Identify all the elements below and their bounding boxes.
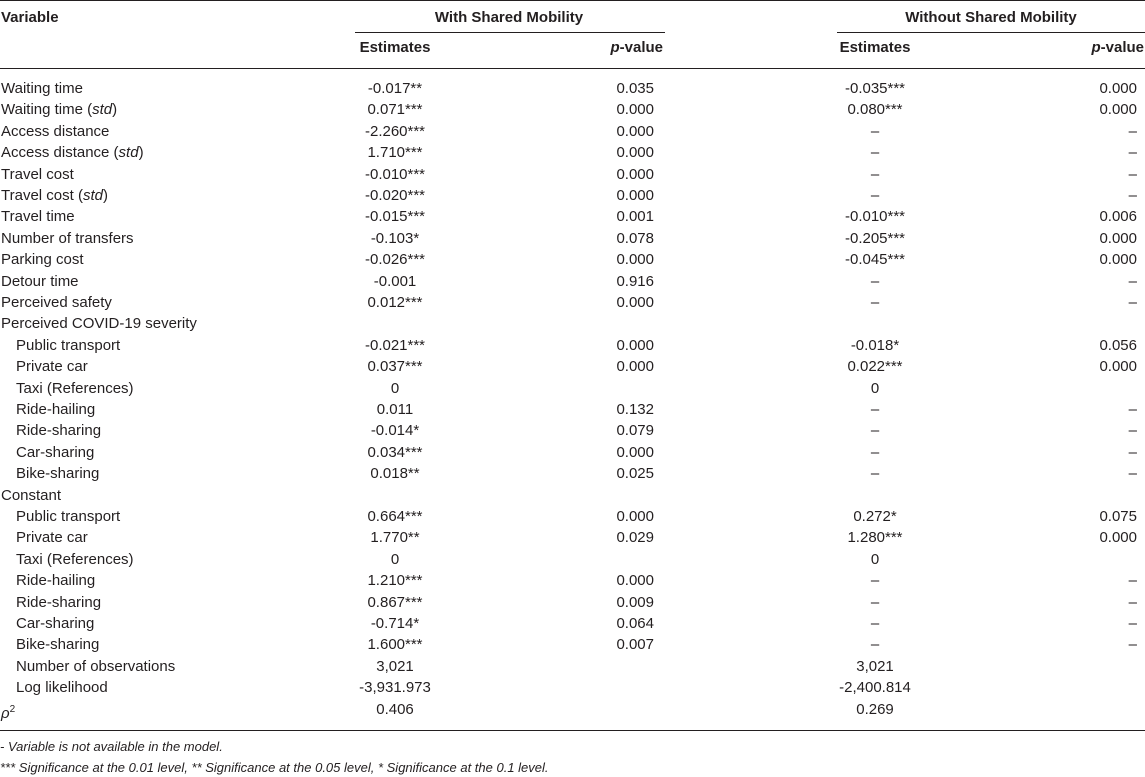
row-label: Travel time <box>1 208 75 226</box>
estimate-without-cell: -0.205*** <box>844 229 906 247</box>
row-label: Waiting time <box>1 80 83 97</box>
pvalue-with-cell: 0.000 <box>616 443 654 461</box>
estimate-with-cell: 0.664*** <box>367 508 423 525</box>
table-row <box>0 442 1145 463</box>
pvalue-with-cell: 0.001 <box>616 208 654 226</box>
table-row <box>0 271 1145 292</box>
header-with-shared-mobility: With Shared Mobility <box>434 9 584 26</box>
estimate-with-cell: 0 <box>390 550 400 568</box>
row-label: Travel cost (std) <box>1 187 108 204</box>
row-label: Access distance <box>1 122 110 140</box>
top-rule <box>0 0 1145 1</box>
pvalue-without-cell: 0.000 <box>1099 358 1137 376</box>
table-row <box>0 570 1145 591</box>
row-label: Waiting time (std) <box>1 101 118 119</box>
estimate-with-cell: 1.770** <box>370 529 420 547</box>
estimate-with-cell: 1.210*** <box>367 572 423 590</box>
pvalue-without-cell: 0.056 <box>1099 336 1137 354</box>
bottom-rule <box>0 730 1145 731</box>
estimate-with-cell: -0.020*** <box>364 187 426 204</box>
header-estimates-1: Estimates <box>359 39 431 56</box>
table-row <box>0 185 1145 206</box>
pvalue-without-cell: – <box>1128 572 1137 590</box>
row-label: Ride-hailing <box>16 401 96 418</box>
pvalue-without-cell: – <box>1128 443 1137 461</box>
table-row <box>0 313 1145 334</box>
row-label: Number of transfers <box>1 229 134 247</box>
pvalue-without-cell: 0.075 <box>1099 508 1137 525</box>
estimate-without-cell: – <box>870 165 880 183</box>
row-label: Log likelihood <box>16 679 108 697</box>
row-label: Bike-sharing <box>16 636 100 654</box>
estimate-with-cell: 0.037*** <box>367 358 423 376</box>
estimate-with-cell: -0.017** <box>367 80 423 97</box>
row-label: Access distance (std) <box>1 144 144 162</box>
table-row <box>0 378 1145 399</box>
estimate-with-cell: 1.600*** <box>367 636 423 654</box>
estimate-without-cell: 0.269 <box>856 700 894 718</box>
table-row <box>0 356 1145 377</box>
row-label: Taxi (References) <box>16 550 134 568</box>
header-pvalue-1: p-value <box>610 39 663 56</box>
pvalue-without-cell: 0.000 <box>1099 251 1137 269</box>
estimate-without-cell: 0 <box>870 550 880 568</box>
pvalue-without-cell: 0.000 <box>1099 229 1137 247</box>
pvalue-with-cell: 0.009 <box>616 593 654 611</box>
row-label: Car-sharing <box>16 443 95 461</box>
estimate-without-cell: -0.035*** <box>844 80 906 97</box>
pvalue-without-cell: – <box>1128 593 1137 611</box>
estimate-with-cell: -2.260*** <box>364 122 426 140</box>
estimate-without-cell: 0.080*** <box>847 101 903 119</box>
pvalue-with-cell: 0.000 <box>616 144 654 162</box>
pvalue-with-cell: 0.079 <box>616 422 654 440</box>
header-pvalue-2: p-value <box>1091 39 1144 56</box>
table-row <box>0 228 1145 249</box>
pvalue-without-cell: – <box>1128 294 1137 311</box>
table-row <box>0 634 1145 655</box>
pvalue-without-cell: 0.006 <box>1099 208 1137 226</box>
pvalue-with-cell: 0.132 <box>616 401 654 418</box>
row-label: Public transport <box>16 336 121 354</box>
pvalue-with-cell: 0.007 <box>616 636 654 654</box>
row-label: Constant <box>1 486 62 504</box>
estimate-with-cell: -0.010*** <box>364 165 426 183</box>
pvalue-with-cell: 0.064 <box>616 615 654 632</box>
estimate-without-cell: – <box>870 572 880 590</box>
estimate-with-cell: 0.406 <box>376 700 414 718</box>
estimate-without-cell: – <box>870 443 880 461</box>
estimate-without-cell: – <box>870 615 880 632</box>
row-label: Car-sharing <box>16 615 95 632</box>
estimate-with-cell: 0.012*** <box>367 294 423 311</box>
estimate-with-cell: -0.714* <box>370 615 420 632</box>
pvalue-without-cell: 0.000 <box>1099 529 1137 547</box>
table-row <box>0 99 1145 120</box>
table-row <box>0 592 1145 613</box>
estimate-without-cell: -0.018* <box>850 336 900 354</box>
estimate-with-cell: 3,021 <box>376 657 414 675</box>
pvalue-without-cell: – <box>1128 615 1137 632</box>
header-estimates-2: Estimates <box>839 39 911 56</box>
estimate-with-cell: -0.014* <box>370 422 420 440</box>
table-row <box>0 677 1145 698</box>
row-label: $\rho^2$ <box>1 703 16 722</box>
header-without-shared-mobility: Without Shared Mobility <box>905 9 1077 26</box>
pvalue-with-cell: 0.000 <box>616 358 654 376</box>
estimate-without-cell: – <box>870 122 880 140</box>
group2-rule <box>837 32 1145 33</box>
estimate-with-cell: -0.021*** <box>364 336 426 354</box>
pvalue-with-cell: 0.000 <box>616 101 654 119</box>
table-row <box>0 399 1145 420</box>
estimate-without-cell: – <box>870 465 880 483</box>
estimate-without-cell: – <box>870 187 880 204</box>
estimate-with-cell: -0.026*** <box>364 251 426 269</box>
estimate-with-cell: 0.034*** <box>367 443 423 461</box>
pvalue-without-cell: – <box>1128 144 1137 162</box>
estimate-without-cell: 3,021 <box>856 657 894 675</box>
row-label: Taxi (References) <box>16 379 134 397</box>
row-label: Bike-sharing <box>16 465 100 483</box>
pvalue-without-cell: 0.000 <box>1099 80 1137 97</box>
pvalue-with-cell: 0.916 <box>616 272 654 290</box>
table-row <box>0 142 1145 163</box>
estimate-with-cell: 0.011 <box>376 401 414 418</box>
pvalue-without-cell: – <box>1128 272 1137 290</box>
pvalue-without-cell: – <box>1128 401 1137 418</box>
estimate-with-cell: -3,931.973 <box>359 679 431 697</box>
row-label: Perceived COVID-19 severity <box>1 315 197 333</box>
pvalue-with-cell: 0.000 <box>616 508 654 525</box>
pvalue-with-cell: 0.035 <box>616 80 654 97</box>
pvalue-with-cell: 0.000 <box>616 251 654 269</box>
row-label: Private car <box>16 358 88 376</box>
estimate-without-cell: -0.010*** <box>844 208 906 226</box>
row-label: Perceived safety <box>1 294 112 311</box>
pvalue-with-cell: 0.000 <box>616 165 654 183</box>
pvalue-with-cell: 0.025 <box>616 465 654 483</box>
pvalue-with-cell: 0.000 <box>616 122 654 140</box>
estimate-without-cell: 0.022*** <box>847 358 903 376</box>
header-rule <box>0 68 1145 69</box>
estimate-without-cell: – <box>870 272 880 290</box>
estimate-without-cell: – <box>870 294 880 311</box>
row-label: Public transport <box>16 508 121 525</box>
table-row <box>0 656 1145 677</box>
estimate-without-cell: -2,400.814 <box>839 679 911 697</box>
row-label: Ride-sharing <box>16 593 102 611</box>
table-row <box>0 121 1145 142</box>
table-row <box>0 292 1145 313</box>
table-row <box>0 463 1145 484</box>
estimate-with-cell: 0.018** <box>370 465 420 483</box>
row-label: Ride-sharing <box>16 422 102 440</box>
table-row <box>0 485 1145 506</box>
pvalue-without-cell: – <box>1128 636 1137 654</box>
table-row <box>0 335 1145 356</box>
estimate-with-cell: 0.071*** <box>367 101 423 119</box>
pvalue-with-cell: 0.000 <box>616 294 654 311</box>
estimate-with-cell: 1.710*** <box>367 144 423 162</box>
table-row <box>0 164 1145 185</box>
estimate-without-cell: – <box>870 636 880 654</box>
pvalue-with-cell: 0.078 <box>616 229 654 247</box>
estimate-without-cell: 0 <box>870 379 880 397</box>
pvalue-without-cell: – <box>1128 422 1137 440</box>
row-label: Ride-hailing <box>16 572 96 590</box>
row-label: Parking cost <box>1 251 84 269</box>
estimate-with-cell: -0.001 <box>373 272 417 290</box>
row-label: Number of observations <box>16 657 176 675</box>
estimate-with-cell: 0 <box>390 379 400 397</box>
pvalue-with-cell: 0.000 <box>616 187 654 204</box>
pvalue-with-cell: 0.000 <box>616 336 654 354</box>
pvalue-without-cell: – <box>1128 165 1137 183</box>
estimate-without-cell: -0.045*** <box>844 251 906 269</box>
row-label: Detour time <box>1 272 79 290</box>
table-row <box>0 206 1145 227</box>
table-row <box>0 506 1145 527</box>
estimate-without-cell: 1.280*** <box>847 529 903 547</box>
pvalue-without-cell: – <box>1128 187 1137 204</box>
pvalue-without-cell: – <box>1128 465 1137 483</box>
estimate-with-cell: 0.867*** <box>367 593 423 611</box>
row-label: Private car <box>16 529 88 547</box>
footnote-significance: *** Significance at the 0.01 level, ** Significance at the 0.05 level, * Significance at the 0.1 level. <box>0 760 549 775</box>
table-row <box>0 613 1145 634</box>
pvalue-with-cell: 0.000 <box>616 572 654 590</box>
pvalue-without-cell: 0.000 <box>1099 101 1137 119</box>
pvalue-without-cell: – <box>1128 122 1137 140</box>
estimate-without-cell: 0.272* <box>853 508 897 525</box>
table-row <box>0 527 1145 548</box>
estimate-without-cell: – <box>870 401 880 418</box>
table-row <box>0 420 1145 441</box>
table-row <box>0 549 1145 570</box>
table-row <box>0 78 1145 99</box>
estimate-without-cell: – <box>870 144 880 162</box>
pvalue-with-cell: 0.029 <box>616 529 654 547</box>
footnote-missing: - Variable is not available in the model. <box>0 739 223 754</box>
table-row <box>0 249 1145 270</box>
table-row <box>0 699 1145 720</box>
group1-rule <box>355 32 665 33</box>
row-label: Travel cost <box>1 165 74 183</box>
estimate-with-cell: -0.103* <box>370 229 420 247</box>
header-variable: Variable <box>1 9 59 26</box>
estimate-without-cell: – <box>870 422 880 440</box>
estimate-without-cell: – <box>870 593 880 611</box>
estimate-with-cell: -0.015*** <box>364 208 426 226</box>
